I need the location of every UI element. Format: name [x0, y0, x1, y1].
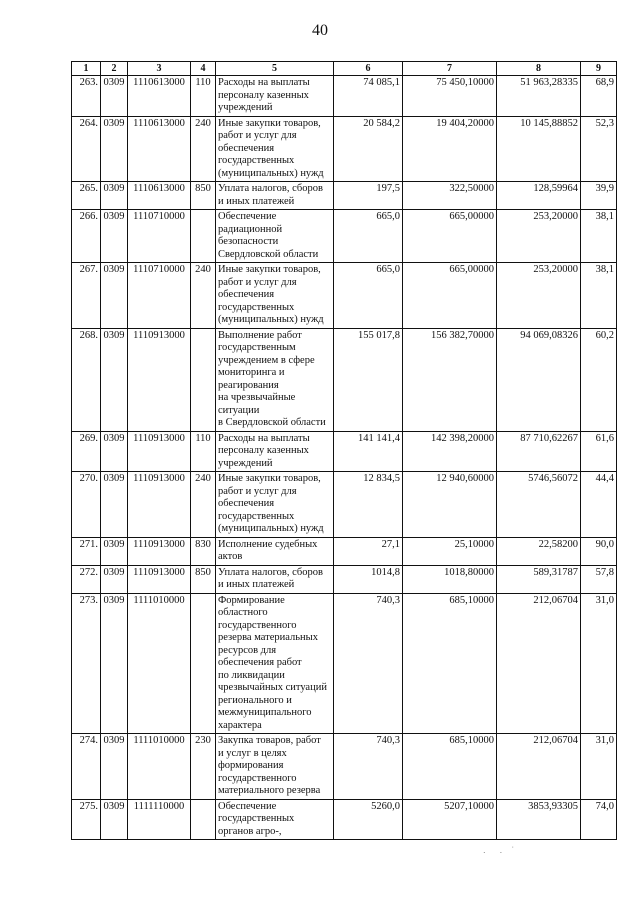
row-number: 270.	[72, 472, 101, 538]
column-header: 4	[191, 62, 216, 76]
item-name-line: мониторинга и	[218, 367, 285, 378]
item-name	[216, 263, 334, 329]
item-name-line: ситуации	[218, 404, 260, 416]
executed-amount: 253,20000	[497, 210, 581, 263]
executed-amount: 589,31787	[497, 565, 581, 593]
item-name-line: государственных	[218, 155, 295, 166]
target-article-code: 1110613000	[128, 116, 191, 182]
approved-amount: 740,3	[334, 734, 403, 800]
item-name-line: обеспечения	[218, 142, 275, 154]
executed-amount: 3853,93305	[497, 799, 581, 840]
executed-amount: 253,20000	[497, 263, 581, 329]
item-name-line: и иных платежей	[218, 195, 295, 207]
budget-table	[71, 61, 617, 840]
expense-type-code	[191, 593, 216, 734]
item-name-line: Формирование	[218, 594, 285, 606]
item-name-line: областного	[218, 607, 268, 618]
expense-type-code: 830	[191, 537, 216, 565]
table-row	[72, 537, 617, 565]
item-name-line: государственного	[218, 772, 297, 784]
executed-amount: 94 069,08326	[497, 328, 581, 431]
expense-type-code: 110	[191, 76, 216, 117]
item-name-line: Обеспечение	[218, 211, 277, 222]
execution-percent: 90,0	[581, 537, 617, 565]
table-row	[72, 263, 617, 329]
item-name-line: ресурсов для	[218, 644, 277, 656]
item-name-line: персоналу казенных	[218, 445, 309, 456]
item-name-line: Уплата налогов, сборов	[218, 183, 323, 194]
target-article-code: 1110913000	[128, 565, 191, 593]
column-header: 3	[128, 62, 191, 76]
refined-amount: 685,10000	[403, 734, 497, 800]
item-name-line: формирования	[218, 760, 284, 771]
execution-percent: 39,9	[581, 182, 617, 210]
approved-amount: 12 834,5	[334, 472, 403, 538]
target-article-code: 1111010000	[128, 734, 191, 800]
item-name-line: Уплата налогов, сборов	[218, 566, 323, 578]
item-name-line: чрезвычайных ситуаций	[218, 682, 327, 693]
section-code: 0309	[101, 328, 128, 431]
row-number: 274.	[72, 734, 101, 800]
section-code: 0309	[101, 431, 128, 472]
item-name-line: Свердловской области	[218, 248, 319, 260]
item-name-line: Иные закупки товаров,	[218, 264, 321, 275]
table-row	[72, 799, 617, 840]
item-name	[216, 734, 334, 800]
item-name-line: учреждений	[218, 102, 273, 113]
table-row	[72, 182, 617, 210]
row-number: 267.	[72, 263, 101, 329]
expense-type-code	[191, 799, 216, 840]
section-code: 0309	[101, 182, 128, 210]
column-header: 2	[101, 62, 128, 76]
item-name-line: Расходы на выплаты	[218, 77, 310, 88]
table-body	[72, 76, 617, 840]
item-name	[216, 76, 334, 117]
section-code: 0309	[101, 537, 128, 565]
item-name-line: Иные закупки товаров,	[218, 117, 321, 129]
executed-amount: 128,59964	[497, 182, 581, 210]
target-article-code: 1110913000	[128, 472, 191, 538]
refined-amount: 12 940,60000	[403, 472, 497, 538]
refined-amount: 75 450,10000	[403, 76, 497, 117]
approved-amount: 665,0	[334, 210, 403, 263]
approved-amount: 197,5	[334, 182, 403, 210]
table-row	[72, 593, 617, 734]
column-header: 5	[216, 62, 334, 76]
refined-amount: 25,10000	[403, 537, 497, 565]
execution-percent: 61,6	[581, 431, 617, 472]
expense-type-code: 240	[191, 472, 216, 538]
expense-type-code	[191, 210, 216, 263]
item-name-line: учреждений	[218, 457, 273, 469]
executed-amount: 212,06704	[497, 734, 581, 800]
item-name-line: персоналу казенных	[218, 89, 309, 101]
header-row	[72, 62, 617, 76]
row-number: 273.	[72, 593, 101, 734]
refined-amount: 665,00000	[403, 263, 497, 329]
target-article-code: 1110913000	[128, 328, 191, 431]
table-row	[72, 565, 617, 593]
execution-percent: 74,0	[581, 799, 617, 840]
item-name	[216, 210, 334, 263]
section-code: 0309	[101, 799, 128, 840]
item-name-line: Закупка товаров, работ	[218, 735, 321, 746]
target-article-code: 1110613000	[128, 76, 191, 117]
execution-percent: 68,9	[581, 76, 617, 117]
refined-amount: 5207,10000	[403, 799, 497, 840]
refined-amount: 322,50000	[403, 182, 497, 210]
expense-type-code	[191, 328, 216, 431]
item-name	[216, 182, 334, 210]
table-row	[72, 472, 617, 538]
row-number: 263.	[72, 76, 101, 117]
refined-amount: 1018,80000	[403, 565, 497, 593]
expense-type-code: 230	[191, 734, 216, 800]
expense-type-code: 240	[191, 116, 216, 182]
row-number: 269.	[72, 431, 101, 472]
item-name-line: работ и услуг для	[218, 485, 297, 497]
item-name-line: обеспечения работ	[218, 657, 302, 668]
section-code: 0309	[101, 116, 128, 182]
refined-amount: 685,10000	[403, 593, 497, 734]
item-name-line: характера	[218, 719, 262, 731]
executed-amount: 212,06704	[497, 593, 581, 734]
execution-percent: 52,3	[581, 116, 617, 182]
section-code: 0309	[101, 263, 128, 329]
table-row	[72, 76, 617, 117]
approved-amount: 1014,8	[334, 565, 403, 593]
target-article-code: 1110710000	[128, 210, 191, 263]
expense-type-code: 240	[191, 263, 216, 329]
execution-percent: 31,0	[581, 734, 617, 800]
expense-type-code: 850	[191, 182, 216, 210]
item-name	[216, 116, 334, 182]
approved-amount: 665,0	[334, 263, 403, 329]
approved-amount: 155 017,8	[334, 328, 403, 431]
item-name	[216, 472, 334, 538]
item-name-line: работ и услуг для	[218, 130, 297, 141]
item-name-line: (муниципальных) нужд	[218, 314, 324, 325]
item-name-line: обеспечения	[218, 498, 275, 509]
item-name-line: государственного	[218, 619, 297, 631]
target-article-code: 1110913000	[128, 431, 191, 472]
item-name-line: Расходы на выплаты	[218, 432, 310, 444]
executed-amount: 87 710,62267	[497, 431, 581, 472]
item-name	[216, 799, 334, 840]
item-name	[216, 431, 334, 472]
execution-percent: 38,1	[581, 263, 617, 329]
item-name-line: государственных	[218, 301, 295, 313]
approved-amount: 5260,0	[334, 799, 403, 840]
item-name-line: Обеспечение	[218, 800, 277, 812]
row-number: 264.	[72, 116, 101, 182]
approved-amount: 27,1	[334, 537, 403, 565]
item-name-line: Исполнение судебных	[218, 538, 318, 550]
item-name-line: органов агро-,	[218, 825, 282, 837]
item-name-line: резерва материальных	[218, 632, 318, 643]
item-name-line: и иных платежей	[218, 579, 295, 590]
executed-amount: 5746,56072	[497, 472, 581, 538]
approved-amount: 141 141,4	[334, 431, 403, 472]
item-name-line: работ и услуг для	[218, 276, 297, 288]
target-article-code: 1111110000	[128, 799, 191, 840]
item-name-line: по ликвидации	[218, 669, 285, 681]
row-number: 265.	[72, 182, 101, 210]
target-article-code: 1110710000	[128, 263, 191, 329]
item-name-line: радиационной	[218, 223, 283, 235]
item-name-line: Выполнение работ	[218, 329, 302, 341]
table-row	[72, 116, 617, 182]
item-name-line: актов	[218, 551, 243, 562]
table-row	[72, 431, 617, 472]
section-code: 0309	[101, 472, 128, 538]
target-article-code: 1111010000	[128, 593, 191, 734]
refined-amount: 665,00000	[403, 210, 497, 263]
column-header: 9	[581, 62, 617, 76]
item-name-line: материального резерва	[218, 785, 321, 796]
section-code: 0309	[101, 210, 128, 263]
execution-percent: 60,2	[581, 328, 617, 431]
item-name	[216, 593, 334, 734]
item-name	[216, 537, 334, 565]
item-name	[216, 565, 334, 593]
table-row	[72, 328, 617, 431]
table-row	[72, 210, 617, 263]
refined-amount: 142 398,20000	[403, 431, 497, 472]
execution-percent: 31,0	[581, 593, 617, 734]
section-code: 0309	[101, 565, 128, 593]
approved-amount: 740,3	[334, 593, 403, 734]
section-code: 0309	[101, 593, 128, 734]
item-name-line: учреждением в сфере	[218, 354, 315, 366]
executed-amount: 22,58200	[497, 537, 581, 565]
scan-artifact: . . ˙	[483, 846, 518, 855]
row-number: 272.	[72, 565, 101, 593]
item-name-line: реагирования	[218, 379, 279, 391]
executed-amount: 10 145,88852	[497, 116, 581, 182]
column-header: 6	[334, 62, 403, 76]
item-name-line: межмуниципального	[218, 707, 312, 718]
item-name-line: (муниципальных) нужд	[218, 523, 324, 534]
table-row	[72, 734, 617, 800]
refined-amount: 19 404,20000	[403, 116, 497, 182]
item-name-line: регионального и	[218, 694, 292, 706]
expense-type-code: 850	[191, 565, 216, 593]
execution-percent: 38,1	[581, 210, 617, 263]
execution-percent: 44,4	[581, 472, 617, 538]
item-name-line: в Свердловской области	[218, 417, 326, 428]
row-number: 271.	[72, 537, 101, 565]
target-article-code: 1110913000	[128, 537, 191, 565]
item-name-line: государственных	[218, 510, 295, 522]
row-number: 266.	[72, 210, 101, 263]
row-number: 268.	[72, 328, 101, 431]
executed-amount: 51 963,28335	[497, 76, 581, 117]
item-name-line: государственных	[218, 813, 295, 824]
item-name-line: государственным	[218, 342, 296, 353]
target-article-code: 1110613000	[128, 182, 191, 210]
column-header: 1	[72, 62, 101, 76]
item-name-line: и услуг в целях	[218, 747, 287, 759]
column-header: 8	[497, 62, 581, 76]
approved-amount: 20 584,2	[334, 116, 403, 182]
row-number: 275.	[72, 799, 101, 840]
approved-amount: 74 085,1	[334, 76, 403, 117]
section-code: 0309	[101, 76, 128, 117]
section-code: 0309	[101, 734, 128, 800]
refined-amount: 156 382,70000	[403, 328, 497, 431]
item-name-line: на чрезвычайные	[218, 392, 296, 403]
expense-type-code: 110	[191, 431, 216, 472]
column-header: 7	[403, 62, 497, 76]
item-name-line: (муниципальных) нужд	[218, 167, 324, 179]
item-name-line: Иные закупки товаров,	[218, 473, 321, 484]
page-number: 40	[312, 22, 328, 39]
item-name-line: безопасности	[218, 236, 279, 247]
execution-percent: 57,8	[581, 565, 617, 593]
item-name	[216, 328, 334, 431]
item-name-line: обеспечения	[218, 289, 275, 300]
